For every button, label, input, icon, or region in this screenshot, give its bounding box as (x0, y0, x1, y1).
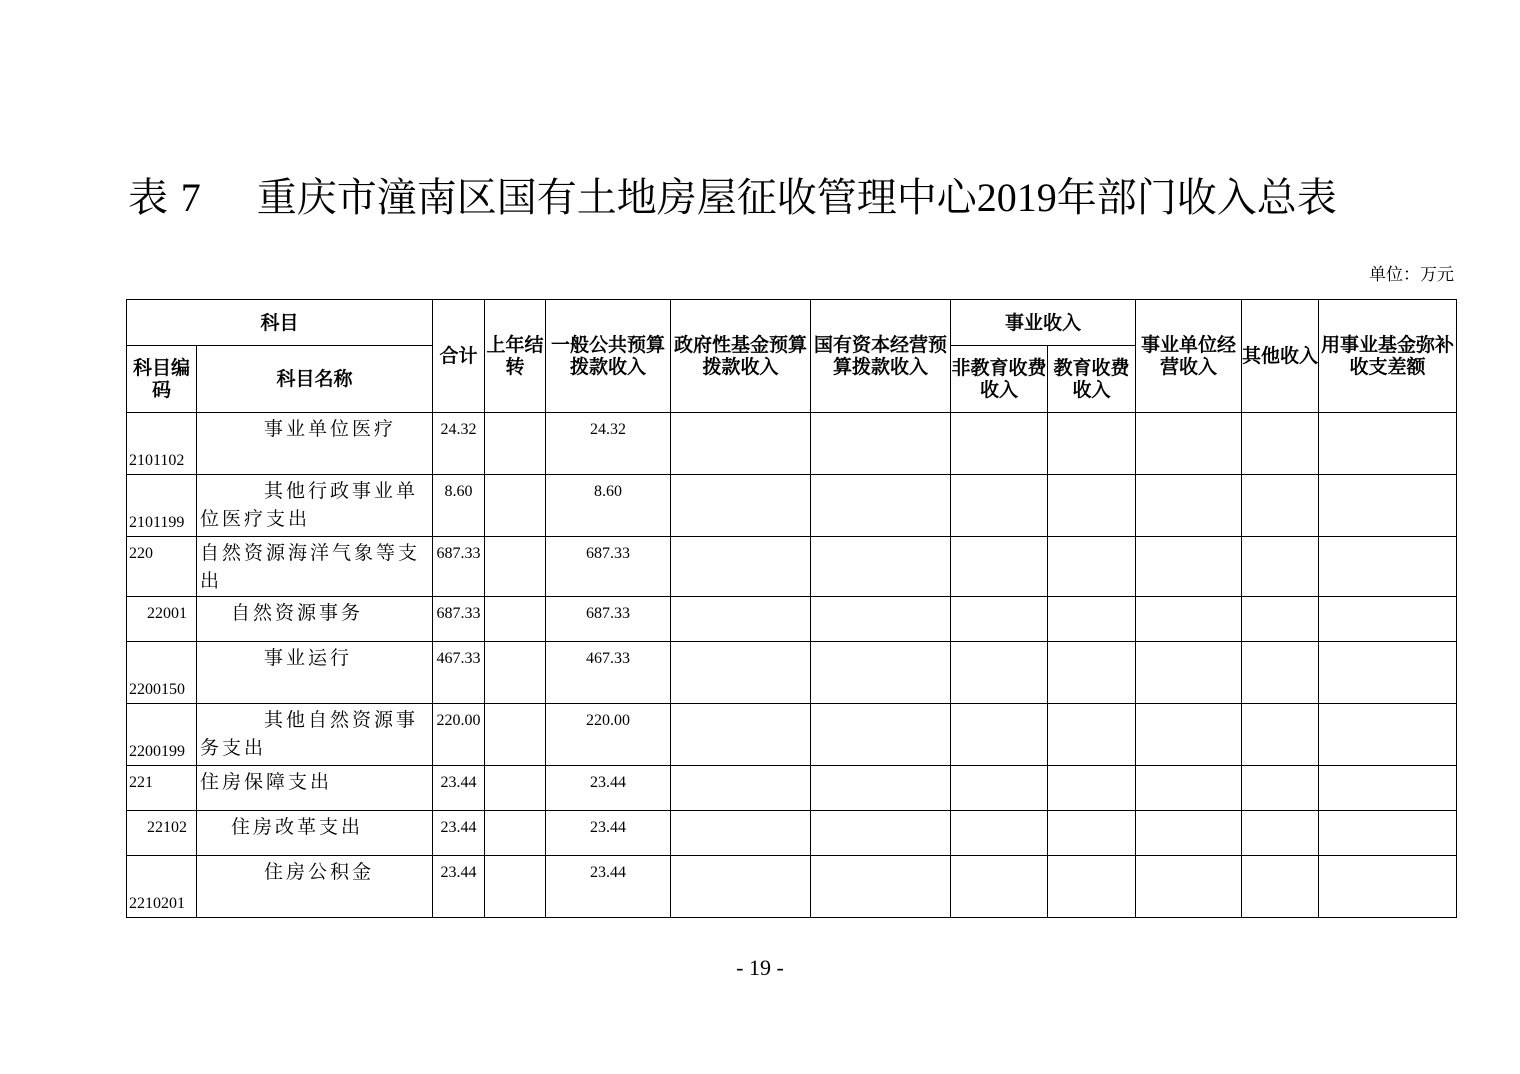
row-total: 467.33 (433, 642, 485, 704)
title-name: 重庆市潼南区国有土地房屋征收管理中心 (256, 175, 977, 221)
row-name: 住房改革支出 (197, 811, 433, 856)
table-number: 7 (180, 175, 201, 220)
income-table (126, 299, 1457, 918)
row-total: 24.32 (433, 413, 485, 475)
row-general: 687.33 (546, 597, 671, 642)
row-general: 687.33 (546, 537, 671, 597)
header-carryover: 上年结转 (485, 300, 546, 413)
row-code: 2200199 (127, 704, 197, 766)
table-row (127, 704, 1457, 766)
header-fund-balance: 用事业基金弥补收支差额 (1319, 300, 1457, 413)
unit-label: 单位：万元 (1369, 265, 1454, 285)
row-total: 8.60 (433, 475, 485, 537)
header-subject-name: 科目名称 (197, 346, 433, 413)
row-general: 8.60 (546, 475, 671, 537)
table-row (127, 413, 1457, 475)
header-edu-fee: 教育收费收入 (1048, 346, 1136, 413)
row-name: 住房保障支出 (197, 766, 433, 811)
row-code: 2210201 (127, 856, 197, 918)
header-subject: 科目 (127, 300, 433, 346)
page-title (128, 172, 1337, 224)
row-total: 23.44 (433, 856, 485, 918)
header-other-income: 其他收入 (1242, 300, 1319, 413)
row-total: 220.00 (433, 704, 485, 766)
header-total: 合计 (433, 300, 485, 413)
table-row (127, 811, 1457, 856)
table-row (127, 537, 1457, 597)
header-non-edu-fee: 非教育收费收入 (951, 346, 1048, 413)
header-business-income: 事业收入 (951, 300, 1136, 346)
row-code: 221 (127, 766, 197, 811)
row-code: 22102 (127, 811, 197, 856)
row-code: 2101199 (127, 475, 197, 537)
row-name: 自然资源事务 (197, 597, 433, 642)
row-code: 22001 (127, 597, 197, 642)
row-code: 2101102 (127, 413, 197, 475)
row-name: 住房公积金 (197, 856, 433, 918)
table-row (127, 766, 1457, 811)
row-name: 其他自然资源事务支出 (197, 704, 433, 766)
row-total: 687.33 (433, 597, 485, 642)
header-general-budget: 一般公共预算拨款收入 (546, 300, 671, 413)
title-suffix: 年部门收入总表 (1056, 175, 1337, 221)
header-gov-fund: 政府性基金预算拨款收入 (671, 300, 811, 413)
header-subject-code: 科目编码 (127, 346, 197, 413)
row-total: 23.44 (433, 766, 485, 811)
row-code: 220 (127, 537, 197, 597)
row-general: 23.44 (546, 811, 671, 856)
row-general: 23.44 (546, 856, 671, 918)
table-row (127, 856, 1457, 918)
header-state-capital: 国有资本经营预算拨款收入 (811, 300, 951, 413)
row-total: 23.44 (433, 811, 485, 856)
row-name: 自然资源海洋气象等支出 (197, 537, 433, 597)
table-row (127, 475, 1457, 537)
title-prefix: 表 (128, 175, 168, 221)
row-name: 事业运行 (197, 642, 433, 704)
row-general: 467.33 (546, 642, 671, 704)
page-number: - 19 - (736, 955, 784, 980)
row-name: 其他行政事业单位医疗支出 (197, 475, 433, 537)
row-general: 23.44 (546, 766, 671, 811)
table-row (127, 642, 1457, 704)
title-year: 2019 (976, 175, 1057, 220)
row-general: 24.32 (546, 413, 671, 475)
header-unit-operating: 事业单位经营收入 (1136, 300, 1242, 413)
row-general: 220.00 (546, 704, 671, 766)
row-name: 事业单位医疗 (197, 413, 433, 475)
row-total: 687.33 (433, 537, 485, 597)
table-row (127, 597, 1457, 642)
row-code: 2200150 (127, 642, 197, 704)
